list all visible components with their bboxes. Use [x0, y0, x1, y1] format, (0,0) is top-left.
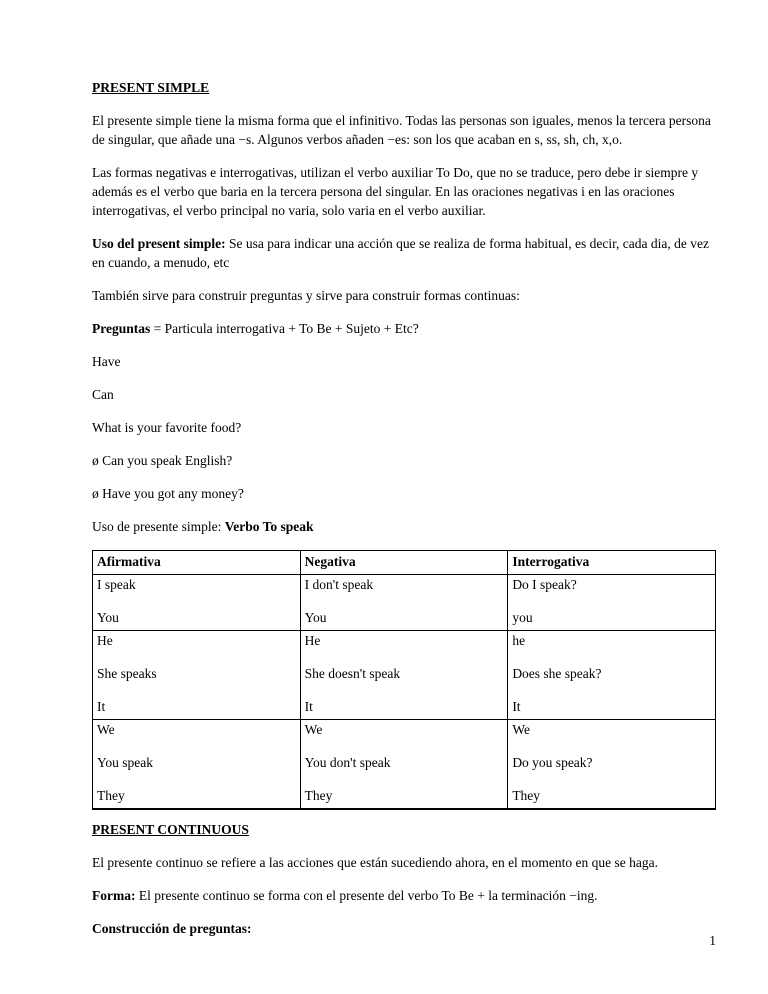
- verb-conjugation-table: [92, 550, 716, 810]
- table-cell: [93, 631, 301, 720]
- cell-line: I don't speak: [304, 577, 374, 592]
- table-cell: [93, 575, 301, 631]
- line-question-food: What is your favorite food?: [92, 420, 242, 435]
- cell-line: They: [97, 788, 125, 803]
- present-continuous-title: PRESENT CONTINUOUS: [92, 822, 249, 837]
- cell-line: Do you speak?: [512, 755, 593, 770]
- table-row: [93, 720, 716, 810]
- cell-line: We: [512, 722, 530, 737]
- cell-line: You: [304, 610, 327, 625]
- cell-line: he: [512, 633, 526, 648]
- cell-line: He: [97, 633, 113, 648]
- uso-verbo-text: Uso de presente simple:: [92, 519, 225, 534]
- table-cell: [508, 575, 716, 631]
- cell-line: She doesn't speak: [304, 666, 401, 681]
- preguntas-label: Preguntas: [92, 321, 151, 336]
- table-cell: [508, 631, 716, 720]
- forma-label: Forma:: [92, 888, 136, 903]
- preguntas-text: = Particula interrogativa + To Be + Sujeto + Etc?: [150, 321, 419, 336]
- table-cell: [508, 720, 716, 810]
- cell-line: We: [304, 722, 323, 737]
- line-have: Have: [92, 354, 121, 369]
- present-simple-title: PRESENT SIMPLE: [92, 80, 210, 95]
- para-continuo-intro: El presente continuo se refiere a las acciones que están sucediendo ahora, en el momento en que se haga.: [92, 855, 659, 870]
- cell-line: It: [512, 699, 521, 714]
- para-forma: [92, 886, 716, 905]
- cell-line: Do I speak?: [512, 577, 577, 592]
- para-tambien: También sirve para construir preguntas y sirve para construir formas continuas:: [92, 288, 520, 303]
- para-intro: El presente simple tiene la misma forma que el infinitivo. Todas las personas son iguales, menos la tercera persona de singular, que añade una −s. Algunos verbos añaden −es: son los que acaban en s, ss, sh, ch, x,o.: [92, 113, 711, 147]
- cell-line: They: [512, 788, 541, 803]
- cell-line: He: [304, 633, 321, 648]
- line-can: Can: [92, 387, 114, 402]
- table-cell: [300, 575, 508, 631]
- cell-line: You: [97, 610, 119, 625]
- table-header-interrogativa: Interrogativa: [508, 551, 716, 575]
- para-construccion: Construcción de preguntas:: [92, 921, 252, 936]
- table-cell: [300, 720, 508, 810]
- table-row: [93, 631, 716, 720]
- forma-text: El presente continuo se forma con el presente del verbo To Be + la terminación −ing.: [135, 888, 598, 903]
- cell-line: They: [304, 788, 333, 803]
- para-uso: [92, 234, 716, 272]
- cell-line: You don't speak: [304, 755, 391, 770]
- uso-label: Uso del present simple:: [92, 236, 226, 251]
- cell-line: You speak: [97, 755, 154, 770]
- para-preguntas: [92, 319, 716, 338]
- table-cell: [300, 631, 508, 720]
- line-question-money: ø Have you got any money?: [92, 486, 244, 501]
- page-number: 1: [709, 933, 716, 948]
- uso-text: Se usa para indicar una acción que se realiza de forma habitual, es decir, cada dia, de vez en cuando, a menudo, etc: [92, 236, 709, 270]
- uso-verbo-bold: Verbo To speak: [224, 519, 314, 534]
- line-question-english: ø Can you speak English?: [92, 453, 233, 468]
- cell-line: I speak: [97, 577, 136, 592]
- cell-line: It: [304, 699, 313, 714]
- cell-line: It: [97, 699, 106, 714]
- cell-line: We: [97, 722, 115, 737]
- table-header-row: [93, 551, 716, 575]
- para-negativas: Las formas negativas e interrogativas, utilizan el verbo auxiliar To Do, que no se traduce, pero debe ir siempre y además es el verbo que baria en la tercera persona del singular. En las oraciones negativas i en las oraciones interrogativas, el verbo principal no varia, solo varia en el verbo auxiliar.: [92, 165, 699, 218]
- cell-line: you: [512, 610, 533, 625]
- table-cell: [93, 720, 301, 810]
- table-header-afirmativa: Afirmativa: [93, 551, 301, 575]
- para-uso-verbo: [92, 517, 716, 536]
- cell-line: She speaks: [97, 666, 157, 681]
- table-header-negativa: Negativa: [300, 551, 508, 575]
- table-row: [93, 575, 716, 631]
- cell-line: Does she speak?: [512, 666, 602, 681]
